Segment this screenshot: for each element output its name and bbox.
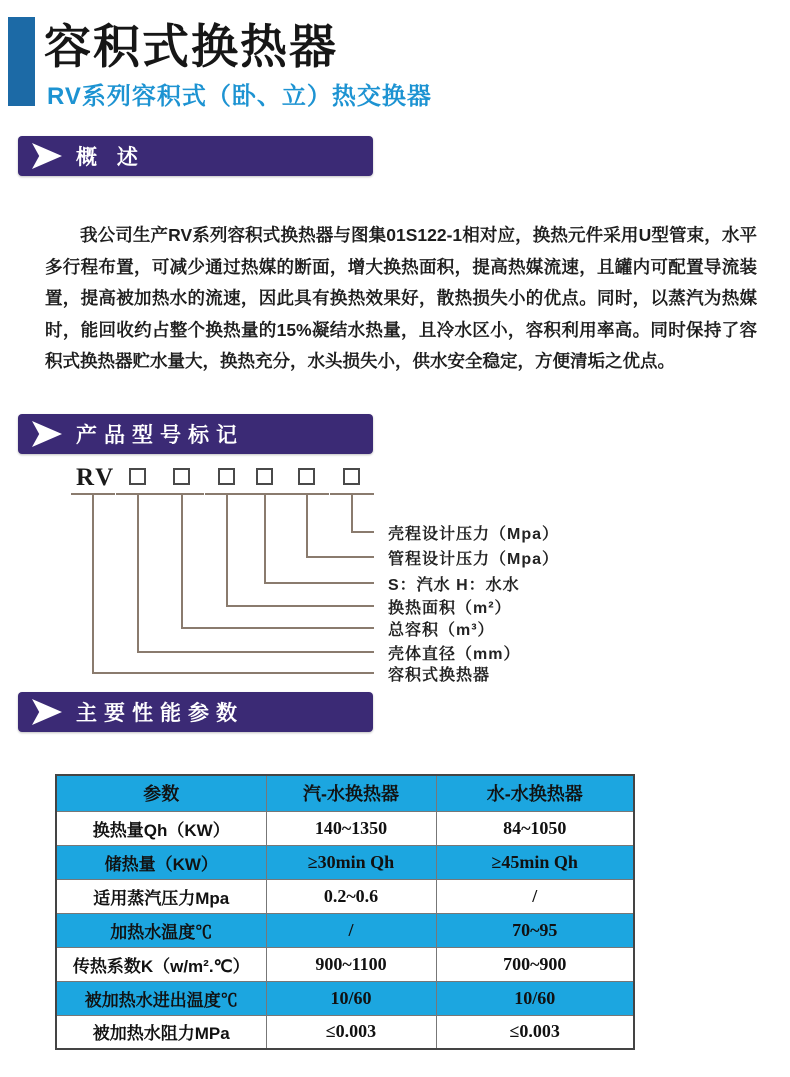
model-box [129,468,146,485]
model-box [218,468,235,485]
param-name-cell: 储热量（KW） [56,845,266,879]
section-heading-overview: 概 述 [76,146,145,169]
section-banner-parameters [18,692,373,732]
performance-parameters-table [55,774,635,1050]
param-value-cell: 10/60 [266,981,436,1015]
param-value-cell: 0.2~0.6 [266,879,436,913]
diagram-label: S：汽水 H：水水 [388,577,520,594]
page-title: 容积式换热器 [44,20,338,73]
diagram-label: 容积式换热器 [388,667,491,684]
param-value-cell: 70~95 [436,913,634,947]
table-row [56,845,634,879]
table-row [56,811,634,845]
diagram-label: 壳体直径（mm） [388,646,521,663]
arrow-icon [32,143,62,169]
param-name-cell: 换热量Qh（KW） [56,811,266,845]
model-box [343,468,360,485]
page-subtitle: RV系列容积式（卧、立）热交换器 [47,83,432,110]
diagram-label: 管程设计压力（Mpa） [388,551,560,568]
param-value-cell: / [436,879,634,913]
table-header-cell: 参数 [56,775,266,811]
param-name-cell: 被加热水进出温度℃ [56,981,266,1015]
diagram-label: 总容积（m³） [388,622,495,639]
param-name-cell: 适用蒸汽压力Mpa [56,879,266,913]
param-value-cell: 10/60 [436,981,634,1015]
table-header-cell: 汽-水换热器 [266,775,436,811]
table-row [56,1015,634,1049]
param-value-cell: ≥30min Qh [266,845,436,879]
diagram-label: 换热面积（m²） [388,600,512,617]
model-box [298,468,315,485]
param-value-cell: ≥45min Qh [436,845,634,879]
section-banner-overview [18,136,373,176]
overview-paragraph: 我公司生产RV系列容积式换热器与图集01S122-1相对应，换热元件采用U型管束，水平多行程布置，可减少通过热媒的断面，增大换热面积，提高热媒流速，且罐内可配置导流装置，提高被加热水的流速，因此具有换热效果好，散热损失小的优点。同时，以蒸汽为热媒时，能回收约占整个换热量的15%凝结水热量，且冷水区小，容积利用率高。同时保持了容积式换热器贮水量大，换热充分，水头损失小，供水安全稳定，方便清垢之优点。 [45,225,757,371]
param-value-cell: / [266,913,436,947]
table-row [56,913,634,947]
table-header-row [56,775,634,811]
table-header-cell: 水-水换热器 [436,775,634,811]
model-box [256,468,273,485]
table-row [56,947,634,981]
model-box [173,468,190,485]
param-value-cell: 140~1350 [266,811,436,845]
section-banner-model-marking [18,414,373,454]
section-heading-model-marking: 产品型号标记 [76,424,244,447]
param-name-cell: 传热系数K（w/m².℃） [56,947,266,981]
param-value-cell: ≤0.003 [266,1015,436,1049]
param-value-cell: 700~900 [436,947,634,981]
model-prefix: RV [76,464,116,491]
param-name-cell: 被加热水阻力MPa [56,1015,266,1049]
arrow-icon [32,699,62,725]
param-value-cell: 900~1100 [266,947,436,981]
param-value-cell: ≤0.003 [436,1015,634,1049]
table-row [56,981,634,1015]
arrow-icon [32,421,62,447]
diagram-label: 壳程设计压力（Mpa） [388,526,560,543]
param-name-cell: 加热水温度℃ [56,913,266,947]
title-accent-bar [8,17,35,106]
section-heading-parameters: 主要性能参数 [76,702,244,725]
model-marking-diagram [0,458,790,693]
param-value-cell: 84~1050 [436,811,634,845]
table-row [56,879,634,913]
